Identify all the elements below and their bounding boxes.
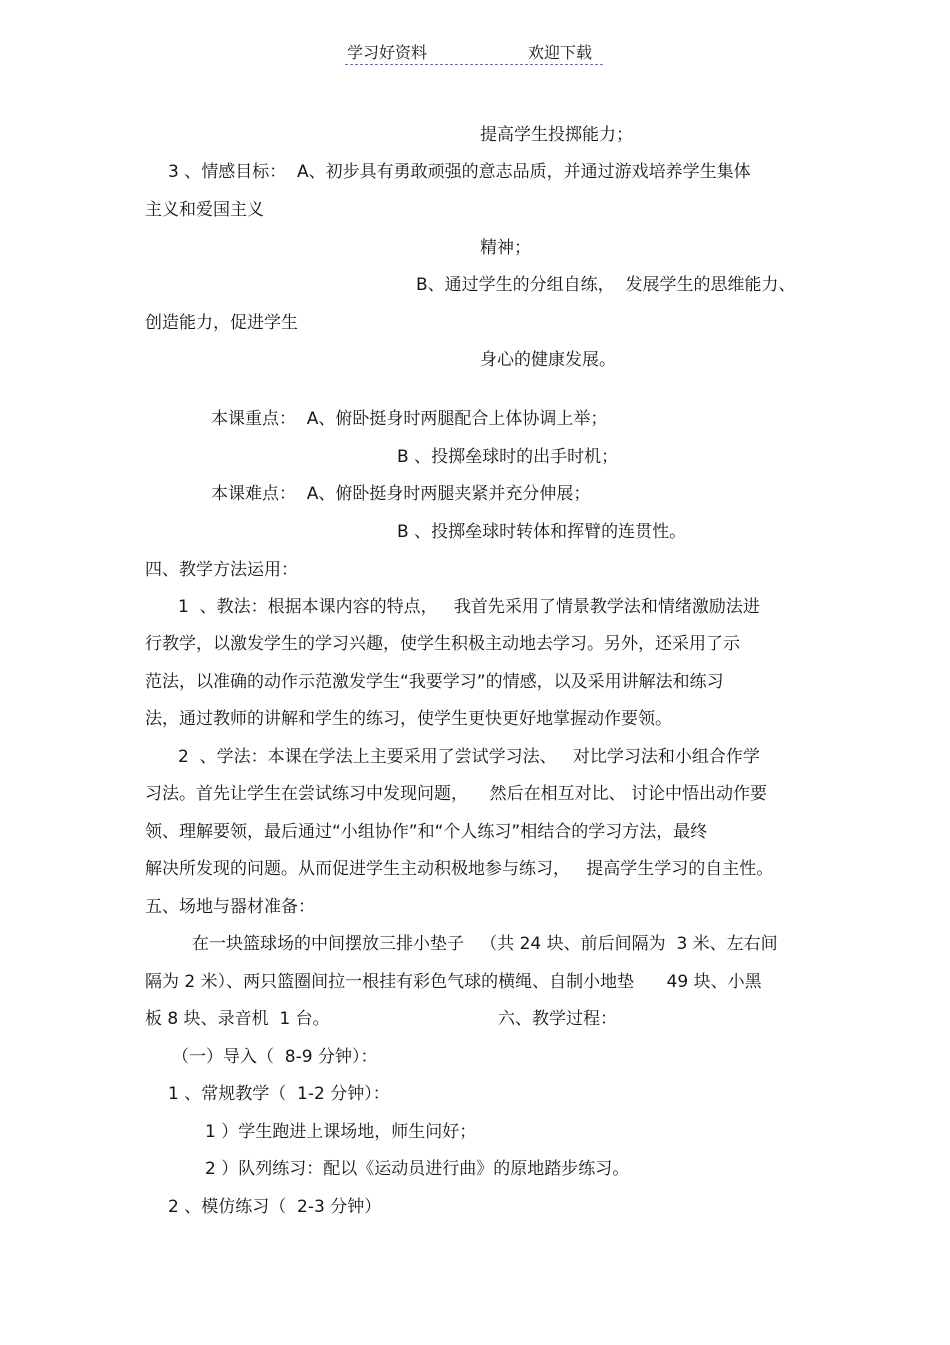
text-line: B 、投掷垒球时转体和挥臂的连贯性。 [397,522,687,542]
text-line: 1 ）学生跑进上课场地，师生问好； [205,1122,477,1142]
text-line: 2 ）队列练习：配以《运动员进行曲》的原地踏步练习。 [205,1159,630,1179]
text-line: 身心的健康发展。 [480,350,616,370]
text-line: 1 、教法：根据本课内容的特点， 我首先采用了情景教学法和情绪激励法进 [178,597,760,617]
header-right: 欢迎下载 [528,43,593,62]
text-line: B、通过学生的分组自练， 发展学生的思维能力、 [416,275,796,295]
text-line: B 、投掷垒球时的出手时机； [397,447,619,467]
header-left: 学习好资料 [347,43,428,62]
text-line: 提高学生投掷能力； [480,125,633,145]
text-line: 2 、学法：本课在学法上主要采用了尝试学习法、 对比学习法和小组合作学 [178,747,760,767]
text-line: 解决所发现的问题。从而促进学生主动积极地参与练习， 提高学生学习的自主性。 [145,859,774,879]
text-line: 本课难点： A、俯卧挺身时两腿夹紧并充分伸展； [211,484,591,504]
text-line: 1 、常规教学（ 1-2 分钟）： [168,1084,390,1104]
text-line: 范法，以准确的动作示范激发学生“我要学习”的情感，以及采用讲解法和练习 [145,672,724,692]
text-line: 板 8 块、录音机 1 台。 [145,1009,330,1029]
section-heading: 四、教学方法运用： [145,560,298,580]
text-line: 行教学，以激发学生的学习兴趣，使学生积极主动地去学习。另外，还采用了示 [145,634,740,654]
text-line: 领、理解要领，最后通过“小组协作”和“个人练习”相结合的学习方法，最终 [145,822,708,842]
text-line: 精神； [480,238,531,258]
text-line: 本课重点： A、俯卧挺身时两腿配合上体协调上举； [211,409,608,429]
text-line: （一）导入（ 8-9 分钟）： [172,1047,378,1067]
text-line: 法，通过教师的讲解和学生的练习，使学生更快更好地掌握动作要领。 [145,709,672,729]
header-dashed-rule [345,64,603,65]
text-line: 创造能力，促进学生 [145,313,298,333]
text-line: 2 、模仿练习（ 2-3 分钟） [168,1197,382,1217]
text-line: 习法。首先让学生在尝试练习中发现问题， 然后在相互对比、 讨论中悟出动作要 [145,784,768,804]
section-heading: 五、场地与器材准备： [145,897,315,917]
text-line: 隔为 2 米）、两只篮圈间拉一根挂有彩色气球的横绳、自制小地垫 49 块、小黑 [145,972,762,992]
section-heading: 六、教学过程： [498,1009,617,1029]
text-line: 3 、情感目标： A、初步具有勇敢顽强的意志品质，并通过游戏培养学生集体 [168,162,751,182]
text-line: 主义和爱国主义 [145,200,264,220]
text-line: 在一块篮球场的中间摆放三排小垫子 （共 24 块、前后间隔为 3 米、左右间 [192,934,778,954]
